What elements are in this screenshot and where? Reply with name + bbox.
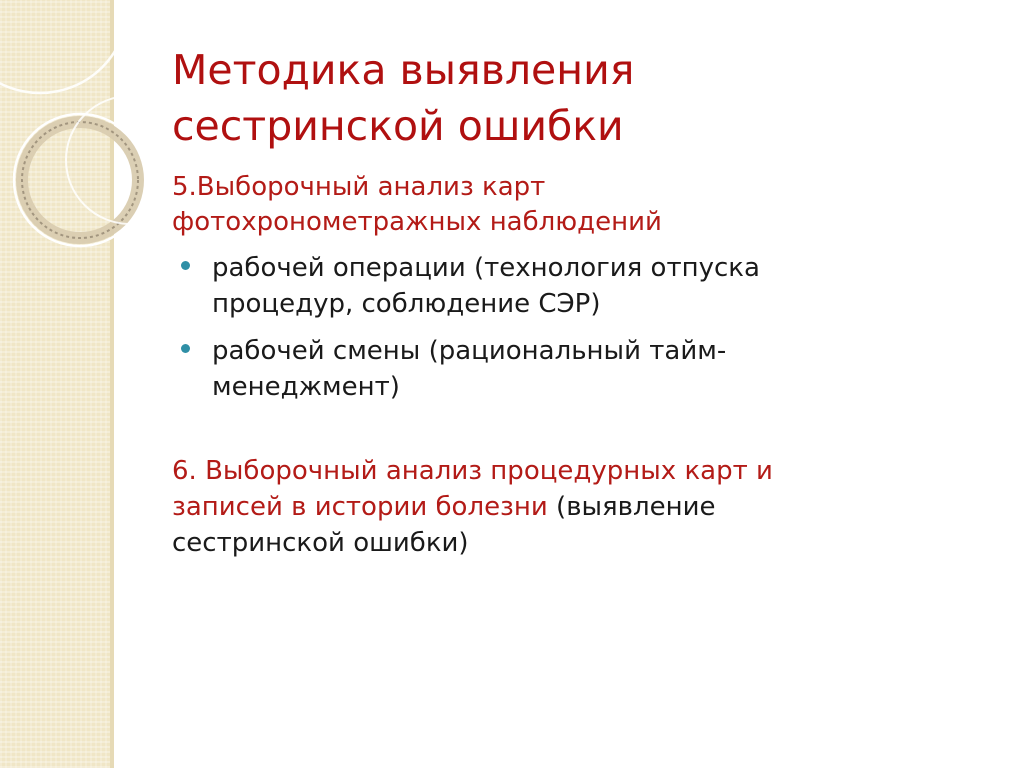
point-6-dark-line-3: сестринской ошибки) (172, 528, 469, 558)
bullet-dot-icon (181, 344, 190, 353)
point-5-line-1: 5.Выборочный анализ карт (172, 172, 546, 202)
point-6-text (172, 453, 962, 561)
bullet-1-line-2: процедур, соблюдение СЭР) (212, 289, 601, 319)
decorative-rings (0, 0, 200, 250)
bullet-item (172, 333, 962, 405)
title-line-1: Методика выявления (172, 46, 635, 94)
point-6-red-line-1: 6. Выборочный анализ процедурных карт и (172, 456, 773, 486)
bullet-list (172, 250, 962, 405)
title-line-2: сестринской ошибки (172, 102, 624, 150)
slide-title (172, 42, 952, 154)
bullet-2-line-2: менеджмент) (212, 372, 400, 402)
bullet-dot-icon (181, 261, 190, 270)
bullet-item (172, 250, 962, 322)
point-5-line-2: фотохронометражных наблюдений (172, 207, 662, 237)
point-5-heading (172, 170, 962, 240)
point-6-red-line-2: записей в истории болезни (172, 492, 548, 522)
point-6-dark-line-2: (выявление (547, 492, 716, 522)
bullet-1-line-1: рабочей операции (технология отпуска (212, 253, 760, 283)
bullet-2-line-1: рабочей смены (рациональный тайм- (212, 336, 727, 366)
slide-content (172, 170, 962, 561)
